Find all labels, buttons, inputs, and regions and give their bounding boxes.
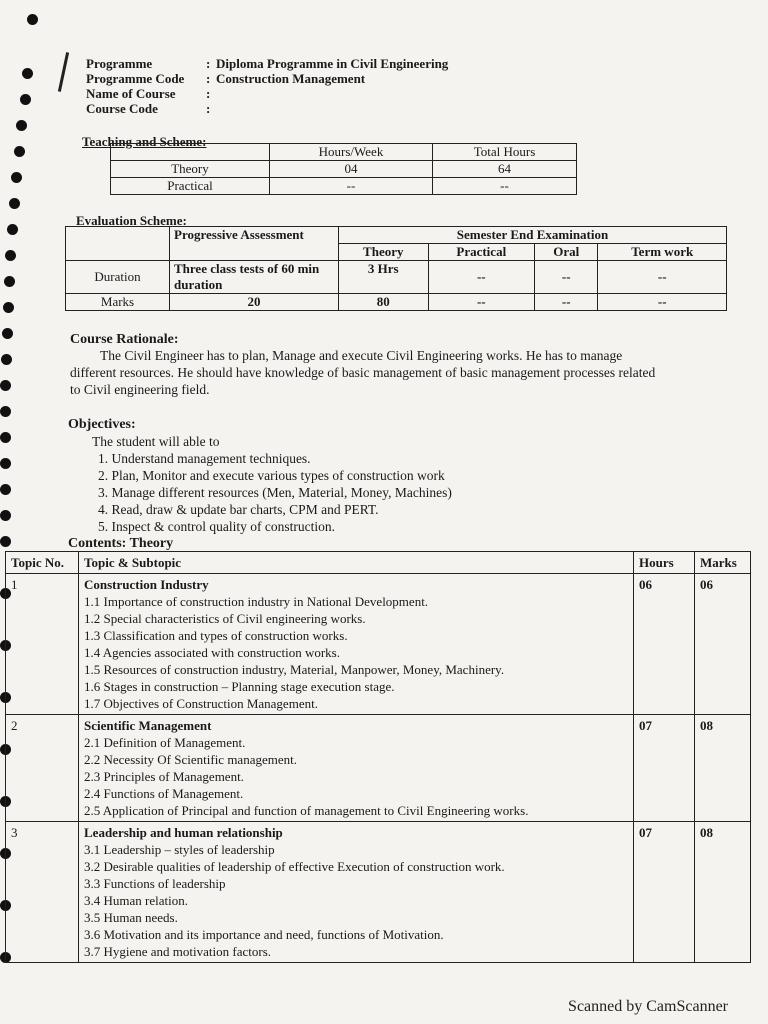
contents-table: [5, 551, 751, 963]
evaluation-title: Evaluation Scheme:: [76, 213, 187, 228]
objective-item: 4. Read, draw & update bar charts, CPM and PERT.: [98, 502, 379, 517]
subtopic: 2.2 Necessity Of Scientific management.: [84, 752, 297, 767]
subtopic: 1.3 Classification and types of construction works.: [84, 628, 348, 643]
topic-no: 2: [6, 715, 79, 822]
teach-r0-c0: Theory: [111, 161, 270, 178]
topic-title: Leadership and human relationship: [84, 825, 283, 840]
subtopic: 2.5 Application of Principal and function of management to Civil Engineering works.: [84, 803, 529, 818]
subtopic: 1.2 Special characteristics of Civil engineering works.: [84, 611, 366, 626]
programme-info: Programme : Diploma Programme in Civil Engineering Programme Code : Construction Management Name of Course : Course Code :: [86, 56, 449, 116]
eval-pa-header: Progressive Assessment: [170, 227, 339, 261]
topic-title: Scientific Management: [84, 718, 212, 733]
contents-h-topic: Topic & Subtopic: [79, 552, 634, 574]
teach-r0-c1: 04: [270, 161, 433, 178]
subtopic: 3.5 Human needs.: [84, 910, 178, 925]
contents-h-marks: Marks: [695, 552, 751, 574]
course-name-label: Name of Course: [86, 86, 176, 101]
subtopic: 1.5 Resources of construction industry, Material, Manpower, Money, Machinery.: [84, 662, 505, 677]
rationale-title: Course Rationale:: [70, 332, 179, 347]
contents-title: Contents: Theory: [68, 536, 174, 551]
eval-sub-oral: Oral: [535, 244, 598, 261]
objective-item: 1. Understand management techniques.: [98, 451, 311, 466]
subtopic: 3.6 Motivation and its importance and need, functions of Motivation.: [84, 927, 444, 942]
contents-h-topicno: Topic No.: [6, 552, 79, 574]
programme-label: Programme: [86, 56, 153, 71]
teach-r1-c0: Practical: [111, 178, 270, 195]
programme-value: Diploma Programme in Civil Engineering: [216, 56, 449, 71]
eval-marks-practical: --: [428, 294, 534, 311]
topic-hours: 07: [634, 822, 695, 963]
subtopic: 3.3 Functions of leadership: [84, 876, 226, 891]
subtopic: 2.1 Definition of Management.: [84, 735, 246, 750]
eval-duration-theory: 3 Hrs: [339, 261, 429, 294]
programme-code-label: Programme Code: [86, 71, 185, 86]
topic-title: Construction Industry: [84, 577, 209, 592]
topic-marks: 08: [695, 822, 751, 963]
course-code-label: Course Code: [86, 101, 158, 116]
subtopic: 1.1 Importance of construction industry in National Development.: [84, 594, 429, 609]
eval-duration-label: Duration: [66, 261, 170, 294]
topic-no: 1: [6, 574, 79, 715]
topic-no: 3: [6, 822, 79, 963]
teach-r1-c2: --: [433, 178, 577, 195]
pen-mark: [58, 52, 69, 92]
topic-marks: 06: [695, 574, 751, 715]
teaching-title: Teaching and Scheme:: [82, 134, 207, 149]
objectives-list: [98, 450, 452, 535]
teach-h1: Hours/Week: [270, 144, 433, 161]
eval-sub-theory: Theory: [339, 244, 429, 261]
objectives-title: Objectives:: [68, 417, 136, 432]
eval-marks-theory: 80: [339, 294, 429, 311]
topic-hours: 07: [634, 715, 695, 822]
teaching-table: [110, 143, 577, 195]
objectives-intro: The student will able to: [92, 434, 220, 449]
subtopic: 3.2 Desirable qualities of leadership of effective Execution of construction work.: [84, 859, 505, 874]
contents-h-hours: Hours: [634, 552, 695, 574]
subtopic: 2.3 Principles of Management.: [84, 769, 244, 784]
objective-item: 3. Manage different resources (Men, Material, Money, Machines): [98, 485, 452, 500]
objective-item: 2. Plan, Monitor and execute various types of construction work: [98, 468, 445, 483]
rationale-text: The Civil Engineer has to plan, Manage and execute Civil Engineering works. He has to manage different resources. He should have knowledge of basic management of basic management processes related to Civil engineering field.: [70, 348, 656, 397]
teach-h2: Total Hours: [433, 144, 577, 161]
teach-r1-c1: --: [270, 178, 433, 195]
eval-sub-practical: Practical: [428, 244, 534, 261]
scanner-watermark: Scanned by CamScanner: [568, 998, 728, 1015]
eval-marks-oral: --: [535, 294, 598, 311]
eval-duration-oral: --: [535, 261, 598, 294]
table-row: [6, 715, 751, 822]
eval-marks-termwork: --: [598, 294, 727, 311]
table-row: [6, 822, 751, 963]
eval-duration-pa: Three class tests of 60 min duration: [170, 261, 339, 294]
objective-item: 5. Inspect & control quality of construction.: [98, 519, 335, 534]
programme-code-value: Construction Management: [216, 71, 366, 86]
eval-marks-label: Marks: [66, 294, 170, 311]
subtopic: 2.4 Functions of Management.: [84, 786, 244, 801]
eval-see-header: Semester End Examination: [339, 227, 727, 244]
subtopic: 1.6 Stages in construction – Planning stage execution stage.: [84, 679, 395, 694]
subtopic: 1.4 Agencies associated with construction works.: [84, 645, 340, 660]
subtopic: 3.7 Hygiene and motivation factors.: [84, 944, 272, 959]
subtopic: 1.7 Objectives of Construction Management.: [84, 696, 318, 711]
subtopic: 3.1 Leadership – styles of leadership: [84, 842, 275, 857]
subtopic: 3.4 Human relation.: [84, 893, 188, 908]
eval-marks-pa: 20: [170, 294, 339, 311]
topic-marks: 08: [695, 715, 751, 822]
eval-sub-termwork: Term work: [598, 244, 727, 261]
teach-h0: [111, 144, 270, 161]
evaluation-table: [65, 226, 727, 311]
teach-r0-c2: 64: [433, 161, 577, 178]
topic-hours: 06: [634, 574, 695, 715]
table-row: [6, 574, 751, 715]
eval-duration-termwork: --: [598, 261, 727, 294]
eval-duration-practical: --: [428, 261, 534, 294]
